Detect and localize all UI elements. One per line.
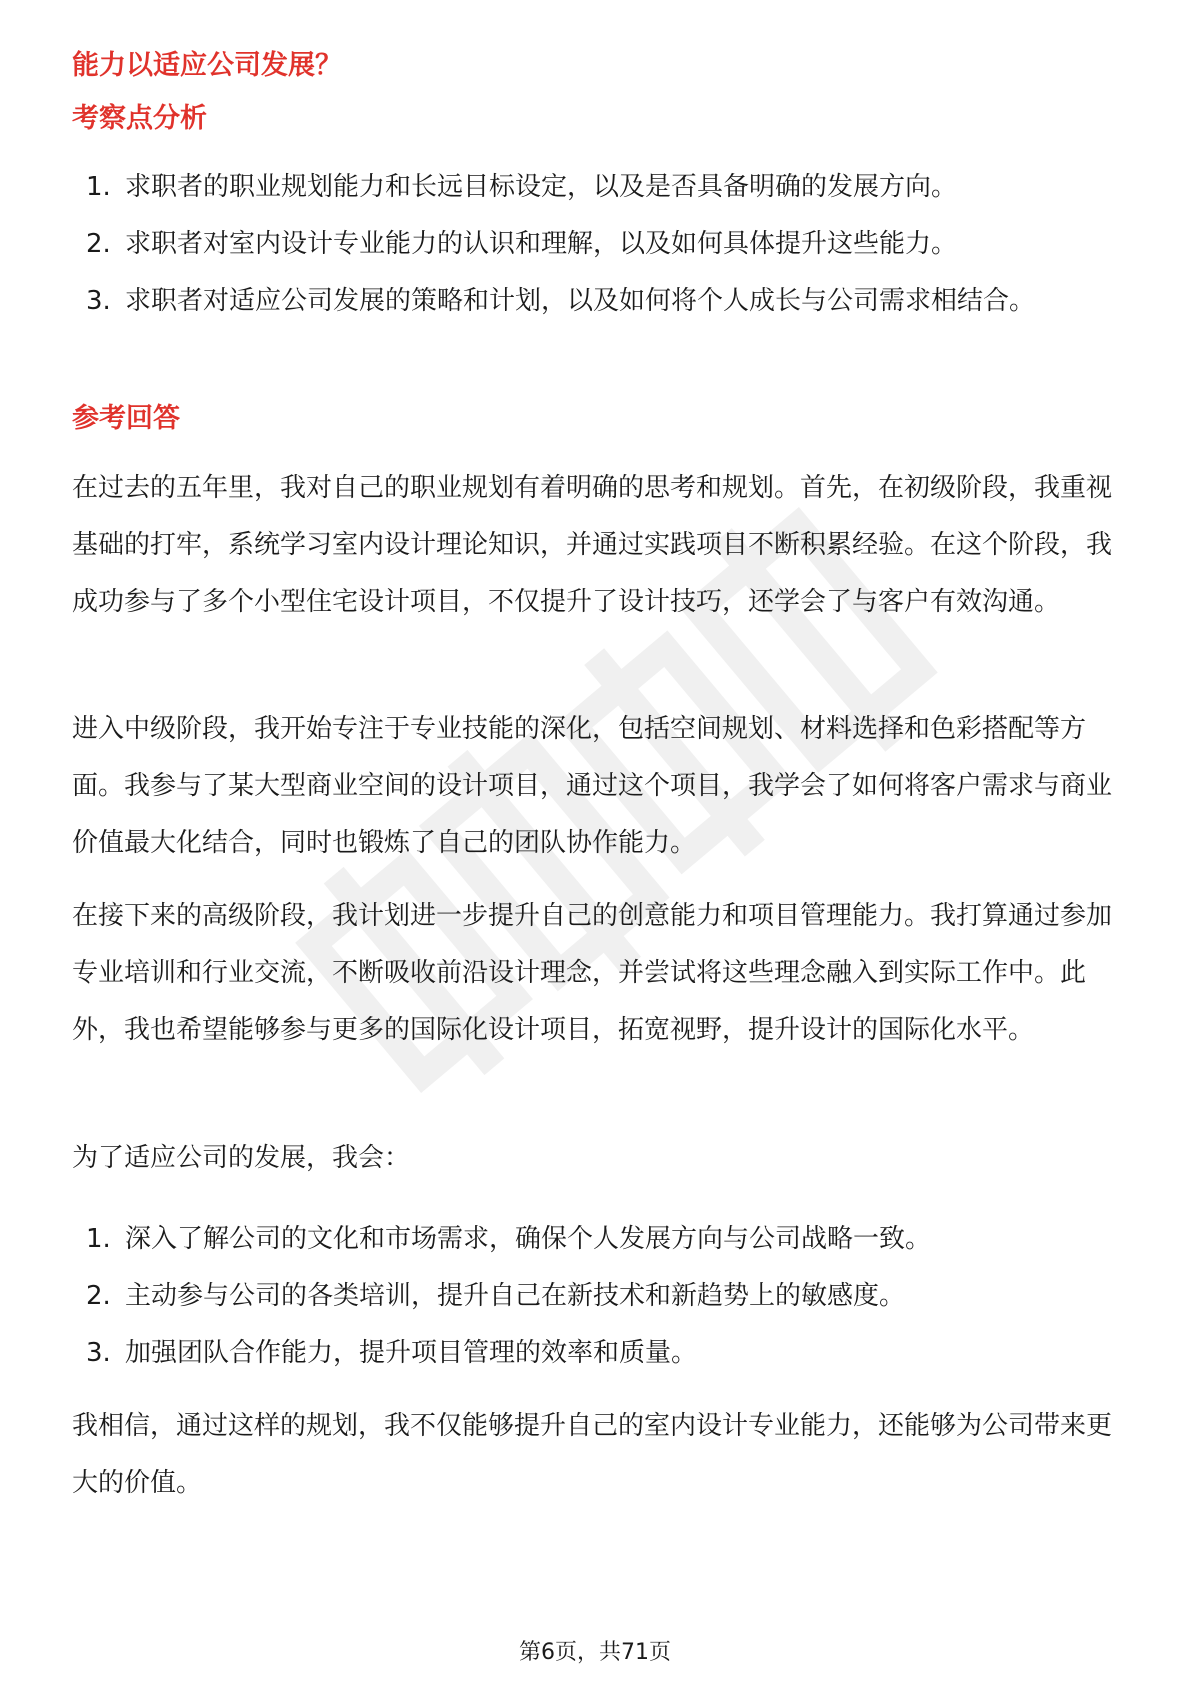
answer-paragraph-1: 在过去的五年里，我对自己的职业规划有着明确的思考和规划。首先，在初级阶段，我重视基础的打牢，系统学习室内设计理论知识，并通过实践项目不断积累经验。在这个阶段，我成功参与了多个小型住宅设计项目，不仅提升了设计技巧，还学会了与客户有效沟通。 [72,473,1113,617]
question-tail-heading: 能力以适应公司发展？ [72,50,342,81]
answer-paragraph-4: 为了适应公司的发展，我会： [72,1143,411,1173]
list-item: 3. 加强团队合作能力，提升项目管理的效率和质量。 [86,1338,698,1368]
list-item: 3. 求职者对适应公司发展的策略和计划，以及如何将个人成长与公司需求相结合。 [86,286,1036,316]
list-item: 2. 求职者对室内设计专业能力的认识和理解，以及如何具体提升这些能力。 [86,229,958,259]
answer-list [72,1211,1122,1382]
list-item: 2. 主动参与公司的各类培训，提升自己在新技术和新趋势上的敏感度。 [86,1281,906,1311]
answer-paragraph-2: 进入中级阶段，我开始专注于专业技能的深化，包括空间规划、材料选择和色彩搭配等方面。我参与了某大型商业空间的设计项目，通过这个项目，我学会了如何将客户需求与商业价值最大化结合，同时也锻炼了自己的团队协作能力。 [72,714,1113,858]
answer-heading: 参考回答 [72,403,180,434]
list-item: 1. 深入了解公司的文化和市场需求，确保个人发展方向与公司战略一致。 [86,1224,932,1254]
list-item: 1. 求职者的职业规划能力和长远目标设定，以及是否具备明确的发展方向。 [86,172,958,202]
analysis-heading: 考察点分析 [72,103,207,134]
document-page [72,0,1122,1684]
answer-paragraph-3: 在接下来的高级阶段，我计划进一步提升自己的创意能力和项目管理能力。我打算通过参加专业培训和行业交流，不断吸收前沿设计理念，并尝试将这些理念融入到实际工作中。此外，我也希望能够参与更多的国际化设计项目，拓宽视野，提升设计的国际化水平。 [72,901,1113,1045]
page-number-footer: 第6页，共71页 [519,1640,671,1665]
analysis-list [72,159,1122,330]
answer-closing: 我相信，通过这样的规划，我不仅能够提升自己的室内设计专业能力，还能够为公司带来更大的价值。 [72,1411,1113,1498]
